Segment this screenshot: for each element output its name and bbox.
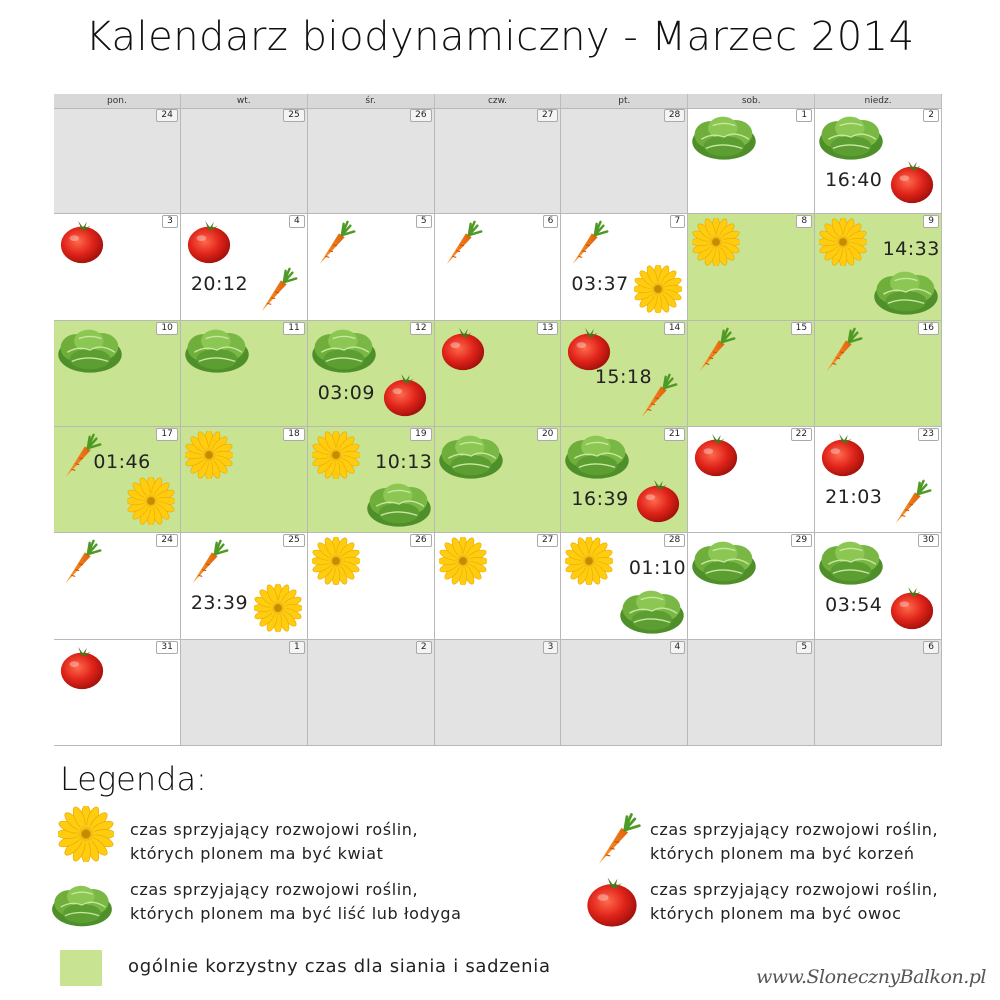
tomato-icon [185, 218, 233, 266]
calendar-day-cell[interactable] [435, 640, 562, 746]
calendar-day-cell[interactable] [54, 640, 181, 746]
calendar-day-cell[interactable] [435, 321, 562, 427]
calendar-day-cell[interactable] [815, 108, 942, 214]
legend-fruit-line1: czas sprzyjający rozwojowi roślin, [650, 880, 939, 899]
day-number: 10 [156, 322, 177, 335]
calendar-day-cell[interactable] [815, 640, 942, 746]
weekday-header: pt. [561, 94, 688, 108]
day-number: 6 [923, 641, 939, 654]
lettuce-icon [365, 479, 433, 529]
page-title: Kalendarz biodynamiczny - Marzec 2014 [85, 14, 915, 60]
calendar-day-cell[interactable] [181, 427, 308, 533]
day-number: 8 [796, 215, 812, 228]
carrot-icon [565, 218, 613, 266]
day-number: 1 [796, 109, 812, 122]
flower-icon [58, 806, 114, 862]
flower-icon [565, 537, 613, 585]
weekday-header: pon. [54, 94, 181, 108]
day-number: 3 [543, 641, 559, 654]
calendar-day-cell[interactable] [688, 640, 815, 746]
calendar-day-cell[interactable] [308, 640, 435, 746]
calendar-day-cell[interactable] [815, 214, 942, 320]
carrot-icon [58, 537, 106, 585]
day-number: 14 [664, 322, 685, 335]
flower-icon [439, 537, 487, 585]
calendar-day-cell[interactable] [688, 108, 815, 214]
day-number: 24 [156, 534, 177, 547]
flower-icon [185, 431, 233, 479]
day-number: 1 [289, 641, 305, 654]
moon-node-time: 16:39 [571, 488, 629, 511]
calendar-day-cell[interactable] [181, 214, 308, 320]
calendar-day-cell[interactable] [435, 108, 562, 214]
calendar-day-cell[interactable] [561, 108, 688, 214]
day-number: 27 [537, 109, 558, 122]
weekday-header: sob. [688, 94, 815, 108]
calendar-day-cell[interactable] [308, 108, 435, 214]
day-number: 26 [410, 534, 431, 547]
calendar-day-cell[interactable] [688, 427, 815, 533]
calendar-day-cell[interactable] [181, 108, 308, 214]
carrot-icon [888, 477, 936, 525]
day-number: 28 [664, 109, 685, 122]
calendar-day-cell[interactable] [54, 214, 181, 320]
day-number: 31 [156, 641, 177, 654]
calendar-day-cell[interactable] [54, 533, 181, 639]
weekday-header: niedz. [815, 94, 942, 108]
calendar-day-cell[interactable] [308, 427, 435, 533]
tomato-icon [439, 325, 487, 373]
calendar-grid [54, 94, 942, 746]
calendar-day-cell[interactable] [561, 640, 688, 746]
legend-root-text [650, 818, 938, 866]
calendar-day-cell[interactable] [561, 321, 688, 427]
legend-flower-line2: których plonem ma być kwiat [130, 844, 384, 863]
calendar-day-cell[interactable] [561, 427, 688, 533]
legend-leaf-line2: których plonem ma być liść lub łodyga [130, 904, 462, 923]
flower-icon [254, 584, 302, 632]
calendar-day-cell[interactable] [435, 533, 562, 639]
calendar-day-cell[interactable] [815, 321, 942, 427]
calendar-day-cell[interactable] [688, 321, 815, 427]
calendar-day-cell[interactable] [308, 321, 435, 427]
legend-flower-text [130, 818, 418, 866]
day-number: 12 [410, 322, 431, 335]
carrot-icon [590, 810, 646, 866]
day-number: 29 [791, 534, 812, 547]
day-number: 20 [537, 428, 558, 441]
day-number: 4 [289, 215, 305, 228]
tomato-icon [634, 477, 682, 525]
lettuce-icon [183, 325, 251, 375]
day-number: 4 [670, 641, 686, 654]
day-number: 3 [162, 215, 178, 228]
calendar-day-cell[interactable] [181, 321, 308, 427]
calendar-day-cell[interactable] [181, 533, 308, 639]
day-number: 27 [537, 534, 558, 547]
lettuce-icon [690, 112, 758, 162]
day-number: 23 [918, 428, 939, 441]
day-number: 5 [796, 641, 812, 654]
legend-favorable-text: ogólnie korzystny czas dla siania i sadzenia [128, 956, 551, 977]
calendar-day-cell[interactable] [561, 214, 688, 320]
day-number: 25 [283, 534, 304, 547]
day-number: 7 [670, 215, 686, 228]
calendar-day-cell[interactable] [561, 533, 688, 639]
day-number: 13 [537, 322, 558, 335]
calendar-day-cell[interactable] [688, 214, 815, 320]
day-number: 28 [664, 534, 685, 547]
moon-node-time: 01:10 [628, 557, 687, 580]
day-number: 21 [664, 428, 685, 441]
weekday-header: wt. [181, 94, 308, 108]
moon-node-time: 15:18 [594, 365, 653, 388]
day-number: 18 [283, 428, 304, 441]
calendar-day-cell[interactable] [181, 640, 308, 746]
lettuce-icon [563, 431, 631, 481]
lettuce-icon [50, 880, 114, 930]
calendar-day-cell[interactable] [54, 427, 181, 533]
day-number: 6 [543, 215, 559, 228]
day-number: 11 [283, 322, 304, 335]
day-number: 5 [416, 215, 432, 228]
lettuce-icon [437, 431, 505, 481]
day-number: 16 [918, 322, 939, 335]
lettuce-icon [872, 267, 940, 317]
lettuce-icon [690, 537, 758, 587]
flower-icon [312, 537, 360, 585]
tomato-icon [819, 431, 867, 479]
day-number: 22 [791, 428, 812, 441]
tomato-icon [692, 431, 740, 479]
tomato-icon [584, 874, 640, 930]
moon-node-time: 23:39 [190, 592, 249, 615]
moon-node-time: 03:37 [571, 273, 629, 296]
lettuce-icon [817, 112, 885, 162]
legend-fruit-line2: których plonem ma być owoc [650, 904, 902, 923]
tomato-icon [58, 644, 106, 692]
day-number: 26 [410, 109, 431, 122]
moon-node-time: 20:12 [190, 273, 249, 296]
moon-node-time: 21:03 [825, 486, 883, 509]
flower-icon [634, 265, 682, 313]
day-number: 19 [410, 428, 431, 441]
calendar-day-cell[interactable] [815, 427, 942, 533]
day-number: 9 [923, 215, 939, 228]
moon-node-time: 01:46 [93, 451, 151, 473]
flower-icon [312, 431, 360, 479]
day-number: 2 [416, 641, 432, 654]
carrot-icon [819, 325, 867, 373]
calendar-day-cell[interactable] [308, 533, 435, 639]
footer-website[interactable]: www.SlonecznyBalkon.pl [755, 966, 986, 988]
calendar-day-cell[interactable] [54, 108, 181, 214]
lettuce-icon [618, 586, 686, 636]
lettuce-icon [310, 325, 378, 375]
tomato-icon [888, 158, 936, 206]
lettuce-icon [56, 325, 124, 375]
moon-node-time: 10:13 [375, 451, 433, 473]
calendar-day-cell[interactable] [688, 533, 815, 639]
legend-leaf-text [130, 878, 462, 926]
tomato-icon [381, 371, 429, 419]
day-number: 30 [918, 534, 939, 547]
day-number: 25 [283, 109, 304, 122]
tomato-icon [58, 218, 106, 266]
flower-icon [692, 218, 740, 266]
weekday-header: czw. [435, 94, 562, 108]
day-number: 15 [791, 322, 812, 335]
legend-fruit-text [650, 878, 938, 926]
flower-icon [819, 218, 867, 266]
moon-node-time: 03:54 [825, 594, 883, 617]
legend-root-line1: czas sprzyjający rozwojowi roślin, [650, 820, 939, 839]
moon-node-time: 03:09 [317, 381, 375, 404]
legend-flower-line1: czas sprzyjający rozwojowi roślin, [130, 820, 419, 839]
day-number: 17 [156, 428, 177, 441]
carrot-icon [439, 218, 487, 266]
legend-title: Legenda: [60, 760, 207, 798]
carrot-icon [254, 265, 302, 313]
moon-node-time: 16:40 [825, 169, 883, 192]
weekday-header: śr. [308, 94, 435, 108]
day-number: 24 [156, 109, 177, 122]
legend-root-line2: których plonem ma być korzeń [650, 844, 915, 863]
carrot-icon [312, 218, 360, 266]
legend-favorable-swatch [60, 950, 102, 986]
calendar-day-cell[interactable] [435, 427, 562, 533]
carrot-icon [185, 537, 233, 585]
flower-icon [127, 477, 175, 525]
calendar-day-cell[interactable] [435, 214, 562, 320]
legend-leaf-line1: czas sprzyjający rozwojowi roślin, [130, 880, 419, 899]
moon-node-time: 14:33 [882, 238, 940, 261]
calendar-day-cell[interactable] [815, 533, 942, 639]
day-number: 2 [923, 109, 939, 122]
calendar-day-cell[interactable] [308, 214, 435, 320]
lettuce-icon [817, 537, 885, 587]
calendar-day-cell[interactable] [54, 321, 181, 427]
carrot-icon [692, 325, 740, 373]
tomato-icon [888, 584, 936, 632]
